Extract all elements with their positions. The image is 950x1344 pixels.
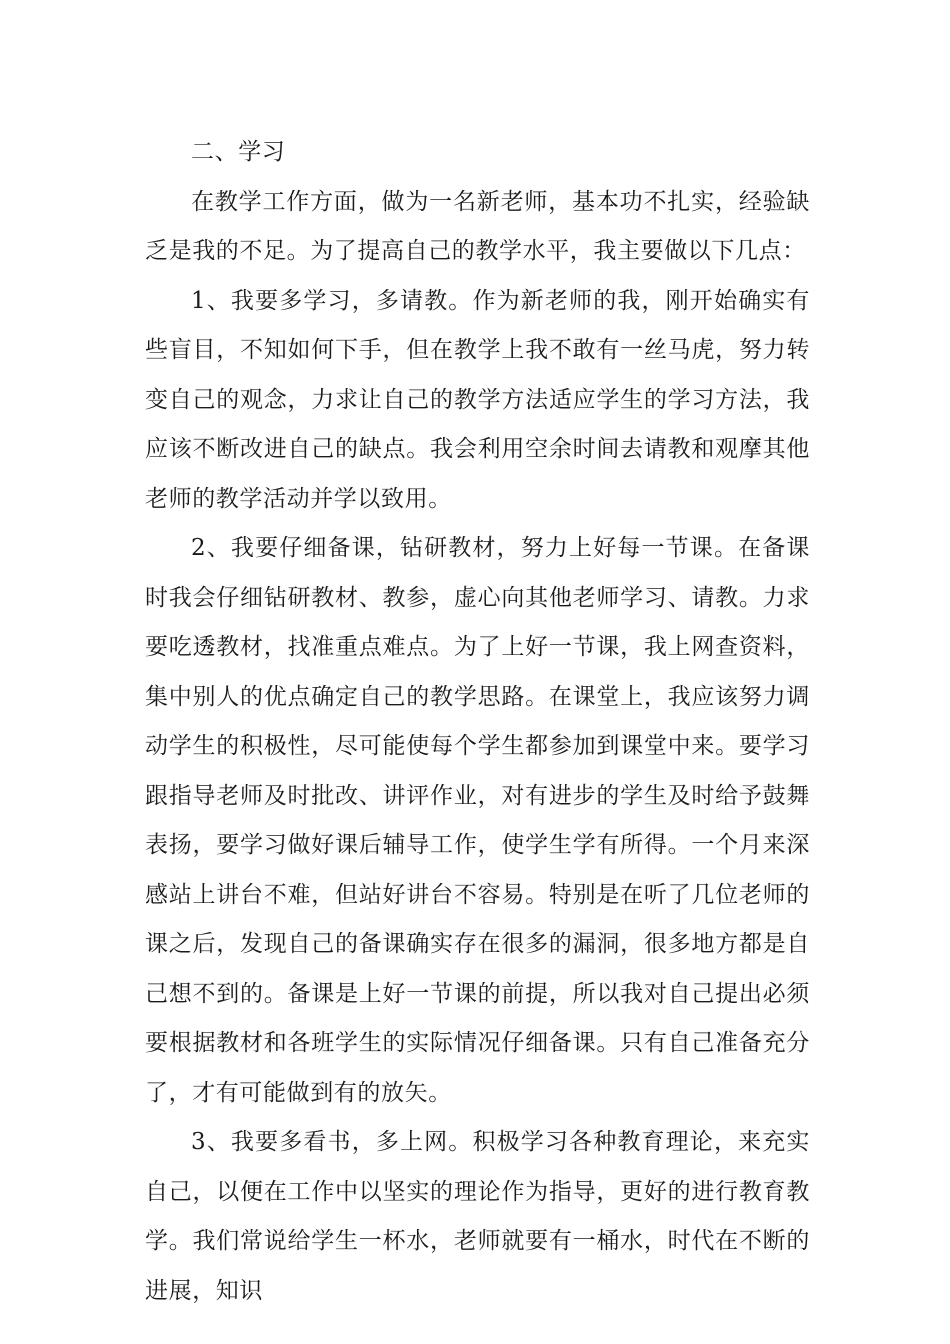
document-body [145, 128, 810, 1316]
paragraph-point-2: 2、我要仔细备课，钻研教材，努力上好每一节课。在备课时我会仔细钻研教材、教参，虚心向其他老师学习、请教。力求要吃透教材，找准重点难点。为了上好一节课，我上网查资料，集中别人的优点确定自己的教学思路。在课堂上，我应该努力调动学生的积极性，尽可能使每个学生都参加到课堂中来。要学习跟指导老师及时批改、讲评作业，对有进步的学生及时给予鼓舞表扬，要学习做好课后辅导工作，使学生学有所得。一个月来深感站上讲台不难，但站好讲台不容易。特别是在听了几位老师的课之后，发现自己的备课确实存在很多的漏洞，很多地方都是自己想不到的。备课是上好一节课的前提，所以我对自己提出必须要根据教材和各班学生的实际情况仔细备课。只有自己准备充分了，才有可能做到有的放矢。 [145, 535, 810, 1106]
paragraph-intro: 在教学工作方面，做为一名新老师，基本功不扎实，经验缺乏是我的不足。为了提高自己的教学水平，我主要做以下几点： [145, 188, 810, 264]
section-heading: 二、学习 [191, 139, 286, 165]
paragraph-point-1: 1、我要多学习，多请教。作为新老师的我，刚开始确实有些盲目，不知如何下手，但在教学上我不敢有一丝马虎，努力转变自己的观念，力求让自己的教学方法适应学生的学习方法，我应该不断改进自己的缺点。我会利用空余时间去请教和观摩其他老师的教学活动并学以致用。 [145, 287, 810, 512]
paragraph-point-3: 3、我要多看书，多上网。积极学习各种教育理论，来充实自己，以便在工作中以坚实的理论作为指导，更好的进行教育教学。我们常说给学生一杯水，老师就要有一桶水，时代在不断的进展，知识 [145, 1129, 810, 1304]
